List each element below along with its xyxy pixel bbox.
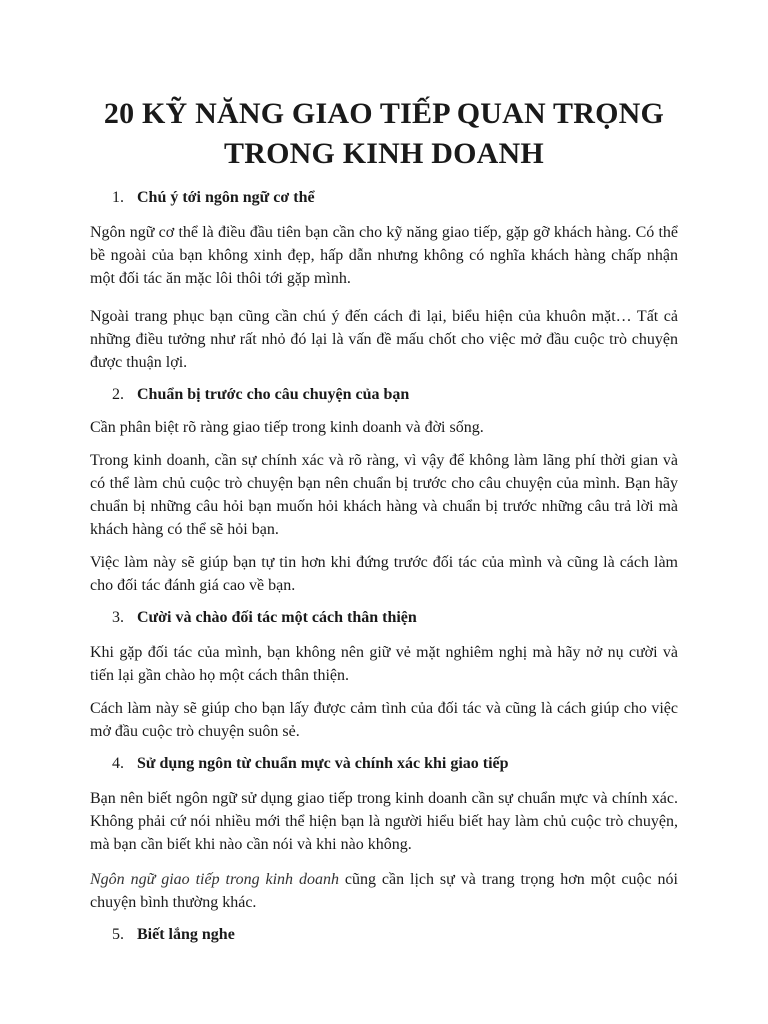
section-number: 5. [112,926,124,943]
section-title: Cười và chào đối tác một cách thân thiện [137,609,417,626]
section-heading-2 [90,384,678,406]
paragraph: Ngoài trang phục bạn cũng cần chú ý đến cách đi lại, biểu hiện của khuôn mặt… Tất cả những điều tưởng như rất nhỏ đó lại là vấn đề mấu chốt cho việc mở đầu cuộc trò chuyện được thuận lợi. [90,308,678,371]
document-title [90,0,678,174]
italic-phrase: Ngôn ngữ giao tiếp trong kinh doanh [90,871,339,888]
title-line-1: 20 KỸ NĂNG GIAO TIẾP QUAN TRỌNG [103,97,665,130]
section-number: 4. [112,755,124,772]
paragraph: Việc làm này sẽ giúp bạn tự tin hơn khi đứng trước đối tác của mình và cũng là cách làm cho đối tác đánh giá cao về bạn. [90,554,678,594]
section-heading-3 [90,607,678,629]
paragraph: Khi gặp đối tác của mình, bạn không nên giữ vẻ mặt nghiêm nghị mà hãy nở nụ cười và tiến lại gần chào họ một cách thân thiện. [90,644,678,684]
section-title: Chuẩn bị trước cho câu chuyện của bạn [137,386,410,403]
paragraph: Cần phân biệt rõ ràng giao tiếp trong kinh doanh và đời sống. [90,419,484,436]
section-heading-1 [90,187,678,209]
section-number: 2. [112,386,124,403]
section-heading-5 [90,924,678,946]
paragraph: Ngôn ngữ cơ thể là điều đầu tiên bạn cần cho kỹ năng giao tiếp, gặp gỡ khách hàng. Có thể bề ngoài của bạn không xinh đẹp, hấp dẫn nhưng không có nghĩa khách hàng chấp nhận một đối tác ăn mặc lôi thôi tới gặp mình. [90,224,678,287]
paragraph-rest: cũng cần lịch sự và trang trọng hơn một cuộc nói chuyện bình thường khác. [90,871,678,911]
section-heading-4 [90,753,678,775]
title-line-2: TRONG KINH DOANH [224,137,544,170]
section-title: Biết lắng nghe [137,926,235,943]
section-title: Chú ý tới ngôn ngữ cơ thể [137,189,315,206]
section-number: 1. [112,189,124,206]
paragraph: Bạn nên biết ngôn ngữ sử dụng giao tiếp trong kinh doanh cần sự chuẩn mực và chính xác. Không phải cứ nói nhiều mới thể hiện bạn là người hiểu biết hay làm chủ cuộc trò chuyện, mà bạn cần biết khi nào cần nói và khi nào không. [90,790,678,853]
paragraph-with-italic [90,868,678,914]
paragraph: Cách làm này sẽ giúp cho bạn lấy được cảm tình của đối tác và cũng là cách giúp cho việc mở đầu cuộc trò chuyện suôn sẻ. [90,700,678,740]
paragraph: Trong kinh doanh, cần sự chính xác và rõ ràng, vì vậy để không làm lãng phí thời gian và có thể làm chủ cuộc trò chuyện bạn nên chuẩn bị trước cho câu chuyện của mình. Bạn hãy chuẩn bị những câu hỏi bạn muốn hỏi khách hàng và chuẩn bị trước những câu trả lời mà khách hàng có thể sẽ hỏi bạn. [90,452,678,538]
section-number: 3. [112,609,124,626]
section-title: Sử dụng ngôn từ chuẩn mực và chính xác khi giao tiếp [137,755,509,772]
